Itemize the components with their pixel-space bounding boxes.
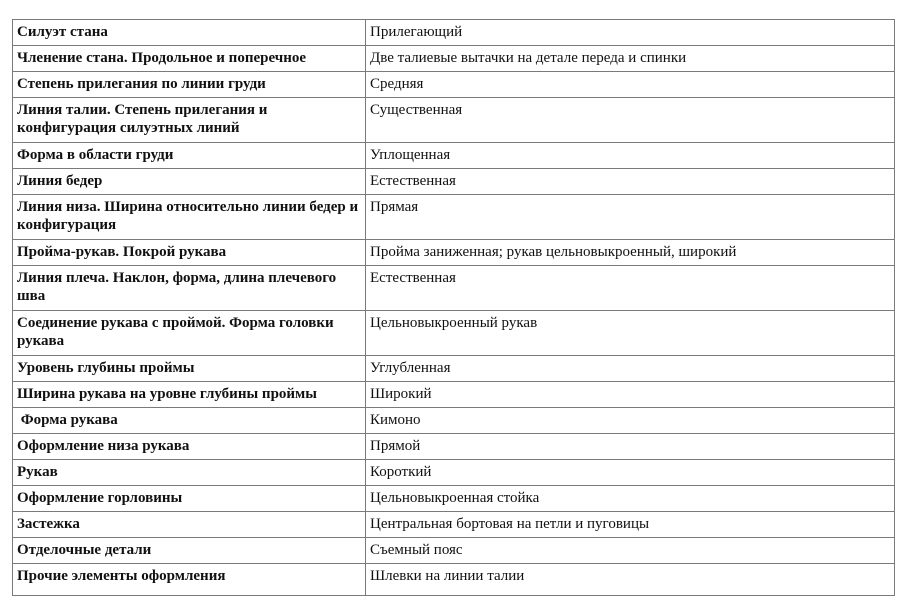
- property-cell: Уровень глубины проймы: [13, 356, 366, 382]
- value-cell: Существенная: [366, 98, 895, 143]
- value-cell: Прямая: [366, 195, 895, 240]
- garment-description-table: [12, 19, 895, 596]
- value-cell: Шлевки на линии талии: [366, 564, 895, 596]
- table-row: [13, 512, 895, 538]
- table-row: [13, 20, 895, 46]
- table-row: [13, 538, 895, 564]
- value-cell: Кимоно: [366, 408, 895, 434]
- property-cell: Степень прилегания по линии груди: [13, 72, 366, 98]
- property-cell: Оформление низа рукава: [13, 434, 366, 460]
- value-cell: Прямой: [366, 434, 895, 460]
- table-row: [13, 143, 895, 169]
- property-cell: Ширина рукава на уровне глубины проймы: [13, 382, 366, 408]
- property-cell: Линия талии. Степень прилегания и конфигурация силуэтных линий: [13, 98, 366, 143]
- table-row: [13, 98, 895, 143]
- table-row: [13, 434, 895, 460]
- property-cell: Рукав: [13, 460, 366, 486]
- table-row: [13, 72, 895, 98]
- value-cell: Естественная: [366, 266, 895, 311]
- property-cell: Форма в области груди: [13, 143, 366, 169]
- value-cell: Средняя: [366, 72, 895, 98]
- property-cell: Силуэт стана: [13, 20, 366, 46]
- table-row: [13, 46, 895, 72]
- table-row: [13, 356, 895, 382]
- table-row: [13, 195, 895, 240]
- property-cell: Линия плеча. Наклон, форма, длина плечевого шва: [13, 266, 366, 311]
- value-cell: Естественная: [366, 169, 895, 195]
- value-cell: Две талиевые вытачки на детале переда и спинки: [366, 46, 895, 72]
- property-cell: Отделочные детали: [13, 538, 366, 564]
- table-row: [13, 408, 895, 434]
- table-row: [13, 486, 895, 512]
- property-cell: Линия низа. Ширина относительно линии бедер и конфигурация: [13, 195, 366, 240]
- property-cell: Членение стана. Продольное и поперечное: [13, 46, 366, 72]
- value-cell: Уплощенная: [366, 143, 895, 169]
- table-row: [13, 460, 895, 486]
- value-cell: Короткий: [366, 460, 895, 486]
- table-body: [13, 20, 895, 596]
- property-cell: Прочие элементы оформления: [13, 564, 366, 596]
- property-cell: Соединение рукава с проймой. Форма головки рукава: [13, 311, 366, 356]
- property-cell: Пройма-рукав. Покрой рукава: [13, 240, 366, 266]
- value-cell: Цельновыкроенная стойка: [366, 486, 895, 512]
- value-cell: Цельновыкроенный рукав: [366, 311, 895, 356]
- table-row: [13, 382, 895, 408]
- property-cell: Линия бедер: [13, 169, 366, 195]
- value-cell: Широкий: [366, 382, 895, 408]
- value-cell: Пройма заниженная; рукав цельновыкроенный, широкий: [366, 240, 895, 266]
- table-row: [13, 240, 895, 266]
- table-row: [13, 169, 895, 195]
- value-cell: Центральная бортовая на петли и пуговицы: [366, 512, 895, 538]
- property-cell: Форма рукава: [13, 408, 366, 434]
- property-cell: Оформление горловины: [13, 486, 366, 512]
- table-row: [13, 564, 895, 596]
- value-cell: Съемный пояс: [366, 538, 895, 564]
- table-row: [13, 266, 895, 311]
- value-cell: Углубленная: [366, 356, 895, 382]
- property-cell: Застежка: [13, 512, 366, 538]
- table-row: [13, 311, 895, 356]
- value-cell: Прилегающий: [366, 20, 895, 46]
